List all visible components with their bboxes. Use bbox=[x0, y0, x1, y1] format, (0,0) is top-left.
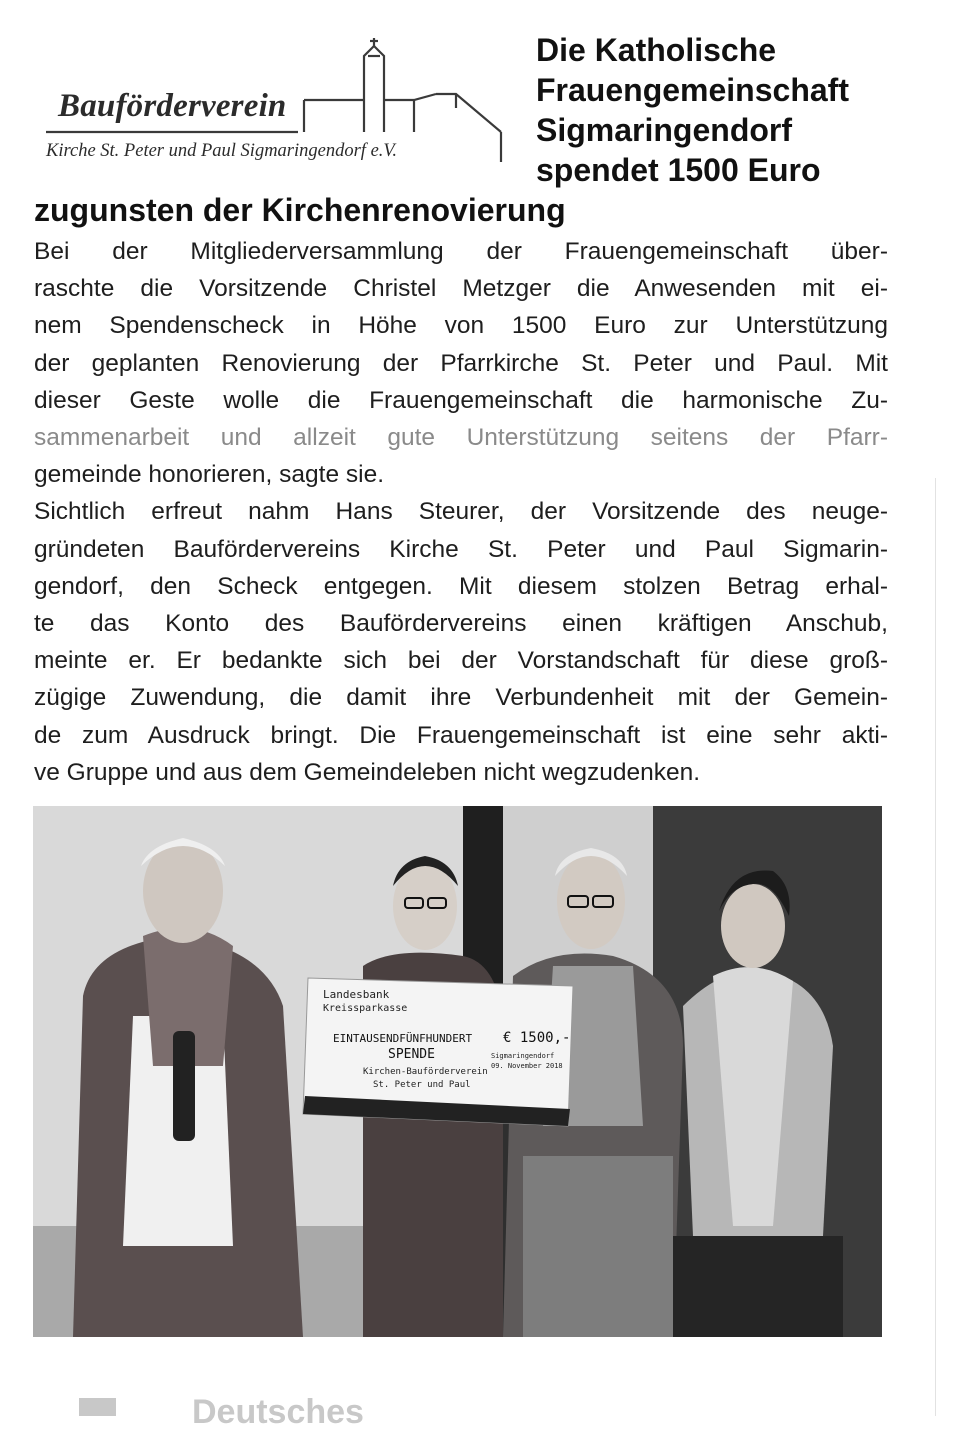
logo-title: Bauförderverein bbox=[58, 88, 287, 124]
check-date: 09. November 2018 bbox=[491, 1062, 563, 1070]
check-amount: € 1500,- bbox=[503, 1030, 571, 1046]
article-line: de zum Ausdruck bringt. Die Frauengemeinschaft ist eine sehr akti- bbox=[34, 721, 888, 749]
footer-partial-word: Deutsches bbox=[192, 1393, 364, 1431]
article-line: gründeten Baufördervereins Kirche St. Peter und Paul Sigmarin- bbox=[34, 535, 888, 563]
check-payee-line2: St. Peter und Paul bbox=[373, 1080, 471, 1090]
logo-subtitle: Kirche St. Peter und Paul Sigmaringendorf e.V. bbox=[46, 141, 397, 161]
check-amount-words: EINTAUSENDFÜNFHUNDERT bbox=[333, 1032, 473, 1045]
article-line: raschte die Vorsitzende Christel Metzger die Anwesenden mit ei- bbox=[34, 275, 888, 303]
headline-line: spendet 1500 Euro bbox=[536, 152, 821, 188]
article-line: gendorf, den Scheck entgegen. Mit diesem stolzen Betrag erhal- bbox=[34, 572, 888, 600]
check-bank-line2: Kreissparkasse bbox=[323, 1003, 408, 1014]
footer-gray-block bbox=[79, 1398, 116, 1416]
article-line: gemeinde honorieren, sagte sie. bbox=[34, 461, 385, 489]
check-purpose: SPENDE bbox=[388, 1047, 435, 1062]
article-line: der geplanten Renovierung der Pfarrkirche St. Peter und Paul. Mit bbox=[34, 349, 888, 377]
photo-illustration bbox=[33, 806, 882, 1337]
article-line: zügige Zuwendung, die damit ihre Verbundenheit mit der Gemein- bbox=[34, 684, 888, 712]
donation-check bbox=[303, 978, 573, 1126]
check-bank-line1: Landesbank bbox=[323, 988, 390, 1001]
article-line: te das Konto des Baufördervereins einen kräftigen Anschub, bbox=[34, 610, 888, 638]
article-line: sammenarbeit und allzeit gute Unterstützung seitens der Pfarr- bbox=[34, 424, 888, 452]
page-edge-line bbox=[935, 478, 936, 1416]
article-line: Sichtlich erfreut nahm Hans Steurer, der Vorsitzende des neuge- bbox=[34, 498, 888, 526]
article-body bbox=[34, 233, 888, 791]
article-line: Bei der Mitgliederversammlung der Frauengemeinschaft über- bbox=[34, 238, 888, 265]
article-line: nem Spendenscheck in Höhe von 1500 Euro zur Unterstützung bbox=[34, 312, 888, 340]
article-line: ve Gruppe und aus dem Gemeindeleben nicht wegzudenken. bbox=[34, 758, 701, 786]
foerderverein-logo bbox=[36, 38, 511, 178]
headline-line-full: zugunsten der Kirchenrenovierung bbox=[34, 192, 566, 228]
article-line: dieser Geste wolle die Frauengemeinschaft die harmonische Zu- bbox=[34, 386, 888, 414]
check-payee-line1: Kirchen-Bauförderverein bbox=[363, 1067, 488, 1077]
headline-line: Die Katholische bbox=[536, 32, 777, 68]
headline bbox=[536, 30, 936, 190]
article-line: meinte er. Er bedankte sich bei der Vorstandschaft für diese groß- bbox=[34, 647, 888, 675]
headline-line: Sigmaringendorf bbox=[536, 112, 793, 148]
check-place: Sigmaringendorf bbox=[491, 1052, 555, 1060]
headline-line: Frauengemeinschaft bbox=[536, 72, 849, 108]
photo-check-handover bbox=[33, 806, 882, 1337]
